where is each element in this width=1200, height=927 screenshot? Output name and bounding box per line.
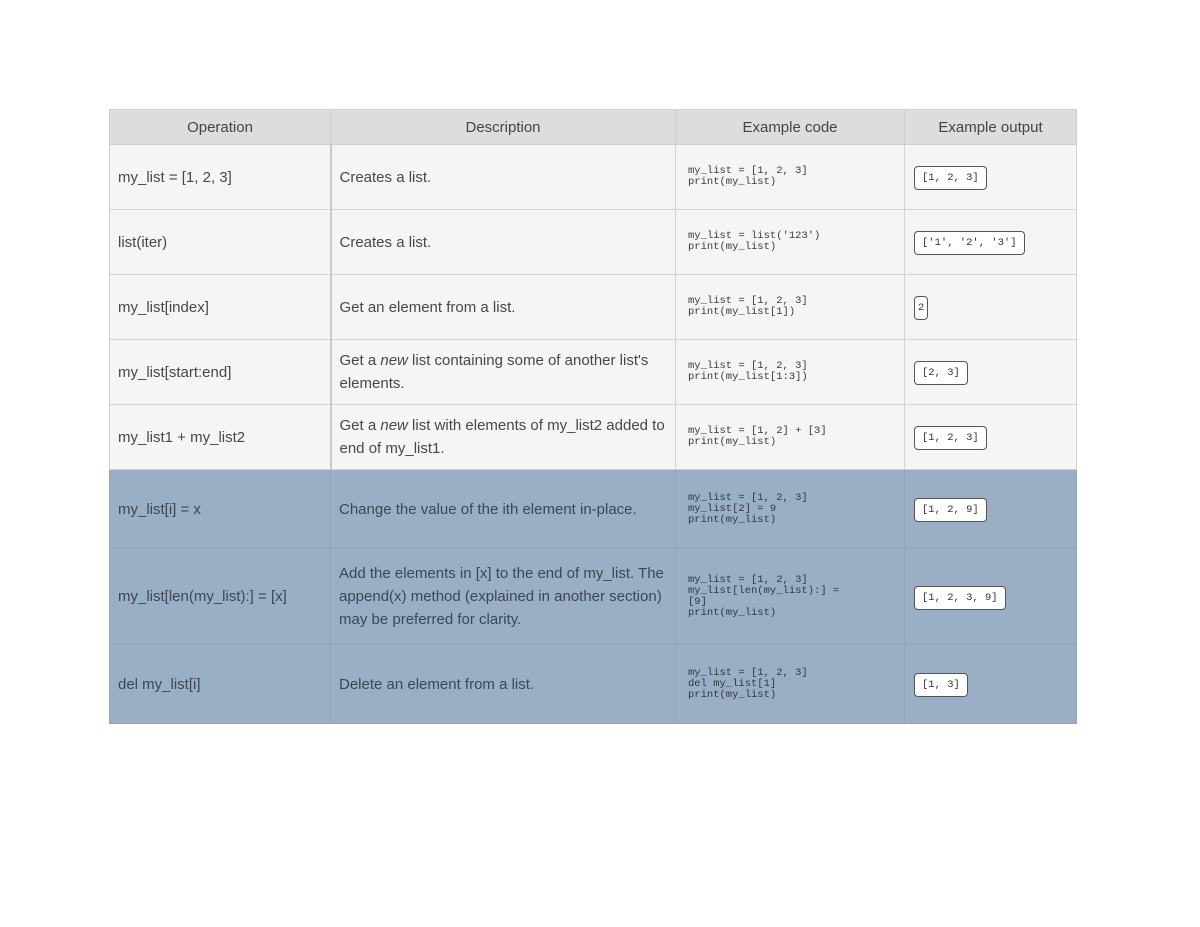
output-cell bbox=[905, 405, 1077, 470]
code-snippet: my_list = [1, 2] + [3] print(my_list) bbox=[688, 425, 827, 448]
header-example-output: Example output bbox=[905, 110, 1077, 145]
table-row bbox=[110, 549, 1077, 645]
description-emphasis: new bbox=[380, 352, 408, 369]
operation-cell: my_list[start:end] bbox=[110, 340, 331, 405]
table-row bbox=[110, 145, 1077, 210]
table-row bbox=[110, 645, 1077, 724]
list-operations-table bbox=[109, 109, 1077, 724]
code-cell bbox=[676, 470, 905, 549]
code-snippet: my_list = [1, 2, 3] my_list[2] = 9 print(my_list) bbox=[688, 491, 808, 526]
operation-cell: my_list[i] = x bbox=[110, 470, 331, 549]
output-box: [1, 2, 3] bbox=[914, 426, 987, 450]
description-text: list containing some of another list's elements. bbox=[339, 352, 649, 392]
description-cell bbox=[331, 340, 676, 405]
table-row bbox=[110, 340, 1077, 405]
header-example-code: Example code bbox=[676, 110, 905, 145]
output-box: [2, 3] bbox=[914, 361, 968, 385]
code-cell bbox=[676, 275, 905, 340]
output-cell bbox=[905, 210, 1077, 275]
code-snippet: my_list = [1, 2, 3] print(my_list) bbox=[688, 165, 808, 188]
operation-cell: my_list1 + my_list2 bbox=[110, 405, 331, 470]
header-operation: Operation bbox=[110, 110, 331, 145]
description-cell: Change the value of the ith element in-place. bbox=[331, 470, 676, 549]
description-cell bbox=[331, 405, 676, 470]
code-cell bbox=[676, 405, 905, 470]
code-cell bbox=[676, 340, 905, 405]
output-box: [1, 2, 3, 9] bbox=[914, 586, 1006, 610]
code-snippet: my_list = [1, 2, 3] print(my_list[1:3]) bbox=[688, 360, 808, 383]
description-cell: Get an element from a list. bbox=[331, 275, 676, 340]
operation-cell: my_list = [1, 2, 3] bbox=[110, 145, 331, 210]
description-text: Get a bbox=[339, 352, 381, 369]
output-box: ['1', '2', '3'] bbox=[914, 231, 1025, 255]
code-snippet: my_list = [1, 2, 3] my_list[len(my_list):] = [9] print(my_list) bbox=[688, 573, 840, 619]
header-description: Description bbox=[331, 110, 676, 145]
output-cell bbox=[905, 145, 1077, 210]
output-box: [1, 3] bbox=[914, 673, 968, 697]
table-row bbox=[110, 470, 1077, 549]
code-cell bbox=[676, 145, 905, 210]
description-cell: Creates a list. bbox=[331, 145, 676, 210]
description-cell: Delete an element from a list. bbox=[331, 645, 676, 724]
operation-cell: del my_list[i] bbox=[110, 645, 331, 724]
output-cell bbox=[905, 470, 1077, 549]
code-cell bbox=[676, 549, 905, 645]
description-cell: Add the elements in [x] to the end of my_list. The append(x) method (explained in another section) may be preferred for clarity. bbox=[331, 549, 676, 645]
code-snippet: my_list = [1, 2, 3] print(my_list[1]) bbox=[688, 295, 808, 318]
description-cell: Creates a list. bbox=[331, 210, 676, 275]
table-row bbox=[110, 275, 1077, 340]
code-cell bbox=[676, 210, 905, 275]
code-snippet: my_list = [1, 2, 3] del my_list[1] print(my_list) bbox=[688, 666, 808, 701]
code-snippet: my_list = list('123') print(my_list) bbox=[688, 230, 821, 253]
output-cell bbox=[905, 340, 1077, 405]
operation-cell: my_list[len(my_list):] = [x] bbox=[110, 549, 331, 645]
output-box: 2 bbox=[914, 296, 928, 320]
operation-cell: list(iter) bbox=[110, 210, 331, 275]
description-text: list with elements of my_list2 added to end of my_list1. bbox=[339, 417, 665, 457]
description-emphasis: new bbox=[380, 417, 408, 434]
output-cell bbox=[905, 645, 1077, 724]
output-box: [1, 2, 9] bbox=[914, 498, 987, 522]
table-row bbox=[110, 405, 1077, 470]
table-row bbox=[110, 210, 1077, 275]
operation-cell: my_list[index] bbox=[110, 275, 331, 340]
output-cell bbox=[905, 549, 1077, 645]
output-cell bbox=[905, 275, 1077, 340]
code-cell bbox=[676, 645, 905, 724]
table-header-row bbox=[110, 110, 1077, 145]
description-text: Get a bbox=[339, 417, 381, 434]
output-box: [1, 2, 3] bbox=[914, 166, 987, 190]
